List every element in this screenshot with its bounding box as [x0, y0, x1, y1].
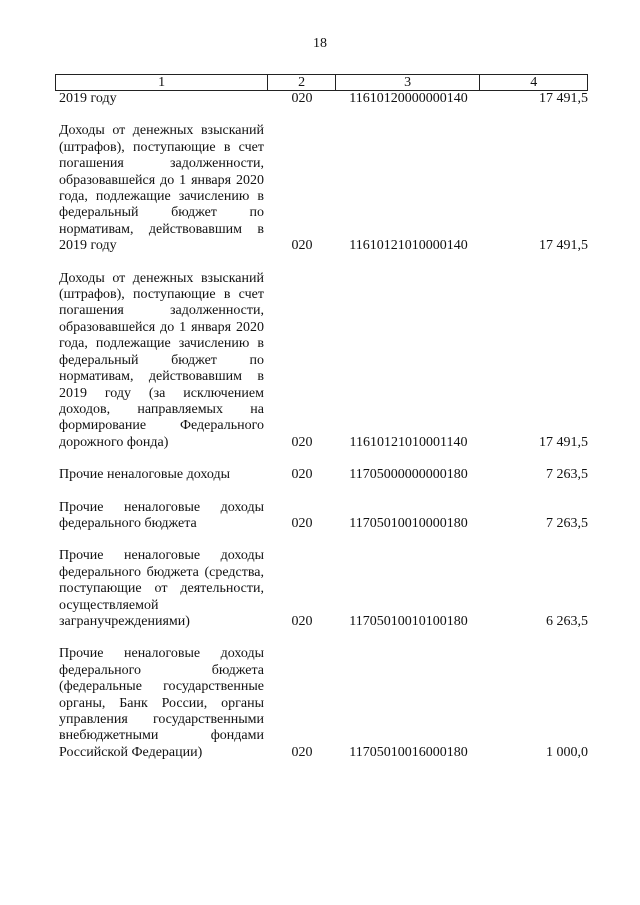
row-description: 2019 году — [59, 91, 117, 106]
row-kbk: 11705010016000180 — [349, 744, 468, 760]
row-amount: 17 491,5 — [539, 91, 588, 106]
row-code: 020 — [291, 238, 313, 254]
row-description: Доходы от денежных взысканий (штрафов), поступающие в счет погашения задолженности, образовавшейся до 1 января 2020 года, подлежащие зачислению в федеральный бюджет по нормативам, действовавшим в 2019 году — [59, 123, 264, 254]
row-code: 020 — [291, 613, 313, 629]
table-row — [55, 467, 588, 483]
row-kbk: 11610120000000140 — [349, 91, 468, 106]
row-amount: 17 491,5 — [539, 434, 588, 450]
row-kbk: 11610121010000140 — [349, 238, 468, 254]
header-col-2: 2 — [268, 75, 336, 90]
row-amount: 17 491,5 — [539, 238, 588, 254]
page-number: 18 — [313, 36, 327, 51]
row-description: Доходы от денежных взысканий (штрафов), поступающие в счет погашения задолженности, образовавшейся до 1 января 2020 года, подлежащие зачислению в федеральный бюджет по нормативам, действовавшим в 2019 году (за исключением доходов, направляемых на формирование Федерального дорожного фонда) — [59, 270, 264, 450]
table-row — [55, 91, 588, 107]
row-amount: 7 263,5 — [546, 515, 588, 531]
row-description: Прочие неналоговые доходы — [59, 467, 231, 483]
row-code: 020 — [291, 91, 313, 106]
row-description: Прочие неналоговые доходы федерального бюджета (средства, поступающие от деятельности, осуществляемой загранучреждениями) — [59, 548, 264, 629]
header-col-1: 1 — [56, 75, 268, 90]
row-description: Прочие неналоговые доходы федерального бюджета — [59, 499, 264, 531]
table-header-row — [55, 74, 588, 91]
table-row — [55, 646, 588, 761]
table-row — [55, 123, 588, 254]
row-amount: 6 263,5 — [546, 613, 588, 629]
revenue-table — [55, 74, 588, 777]
table-row — [55, 548, 588, 630]
table-row — [55, 500, 588, 533]
table-row — [55, 271, 588, 451]
row-amount: 7 263,5 — [546, 467, 588, 483]
row-kbk: 11610121010001140 — [349, 434, 468, 450]
header-col-3: 3 — [336, 75, 480, 90]
row-kbk: 11705000000000180 — [349, 467, 468, 483]
row-kbk: 11705010010000180 — [349, 515, 468, 531]
row-code: 020 — [291, 467, 313, 483]
row-code: 020 — [291, 515, 313, 531]
row-description: Прочие неналоговые доходы федерального бюджета (федеральные государственные органы, Банк России, органы управления государственными внебюджетными фондами Российской Федерации) — [59, 646, 264, 760]
row-code: 020 — [291, 434, 313, 450]
row-kbk: 11705010010100180 — [349, 613, 468, 629]
row-amount: 1 000,0 — [546, 744, 588, 760]
header-col-4: 4 — [530, 75, 538, 90]
row-code: 020 — [291, 744, 313, 760]
